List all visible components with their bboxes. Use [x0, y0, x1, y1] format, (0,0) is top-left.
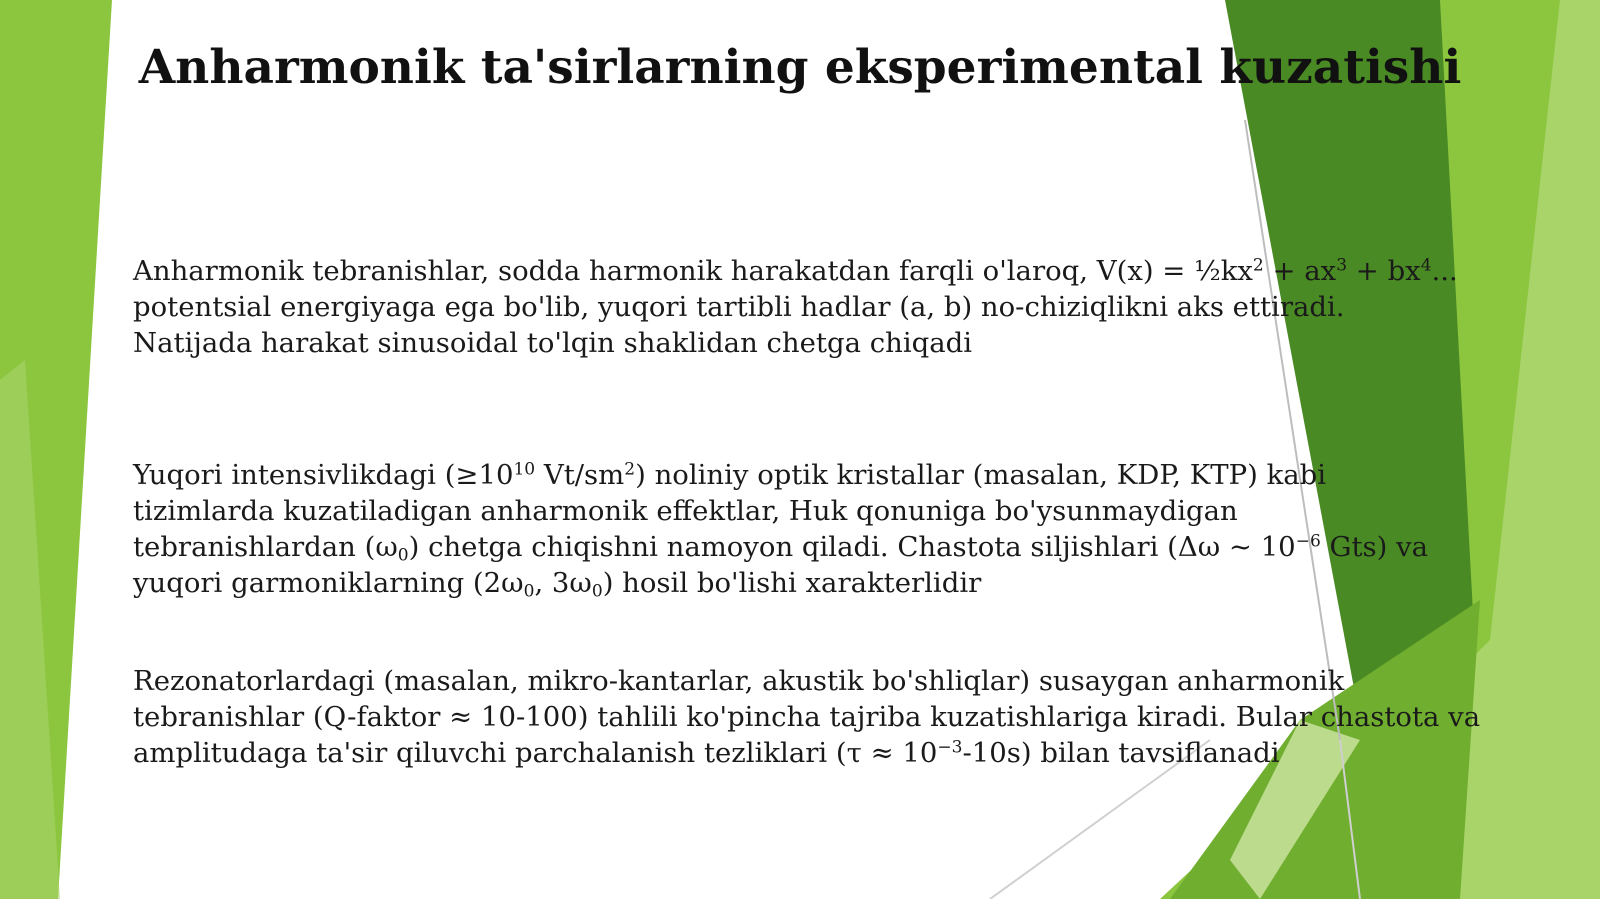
paragraph-potential: [133, 253, 1523, 361]
paragraph-line: Rezonatorlardagi (masalan, mikro-kantarlar, akustik bo'shliqlar) susaygan anharmonik: [133, 665, 1345, 697]
paragraph-line: tebranishlar (Q-faktor ≈ 10-100) tahlili ko'pincha tajriba kuzatishlariga kiradi. Bular chastota va: [133, 701, 1481, 733]
paragraph-line: Anharmonik tebranishlar, sodda harmonik harakatdan farqli o'laroq, $V(x) = \frac{1}{2}kx^2 + ax^3 + bx^4$...: [133, 255, 1458, 287]
paragraph-line: tebranishlardan $(\omega_0)$ chetga chiqishni namoyon qiladi. Chastota siljishlari (Δω ~ $10^{-6}$ Gts) va: [133, 531, 1429, 566]
paragraph-resonators: [133, 663, 1523, 771]
paragraph-line: tizimlarda kuzatiladigan anharmonik effektlar, Huk qonuniga bo'ysunmaydigan: [133, 495, 1238, 527]
paragraph-line: potentsial energiyaga ega bo'lib, yuqori tartibli hadlar (a, b) no-chiziqlikni aks ettiradi.: [133, 291, 1345, 323]
paragraph-optical-crystals: [133, 457, 1523, 601]
slide-title: Anharmonik ta'sirlarning eksperimental kuzatishi: [138, 40, 1462, 95]
paragraph-line: Natijada harakat sinusoidal to'lqin shaklidan chetga chiqadi: [133, 327, 973, 359]
paragraph-line: yuqori garmoniklarning ($2\omega_0$, $3\omega_0$) hosil bo'lishi xarakterlidir: [133, 567, 982, 602]
paragraph-line: Yuqori intensivlikdagi ($\ge 10^{10}$ $Vt/sm^2$) noliniy optik kristallar (masalan, KDP, KTP) kabi: [133, 459, 1327, 491]
paragraph-line: amplitudaga ta'sir qiluvchi parchalanish tezliklari $(\tau \approx 10^{-3}-10s)$ bilan tavsiflanadi: [133, 737, 1280, 769]
